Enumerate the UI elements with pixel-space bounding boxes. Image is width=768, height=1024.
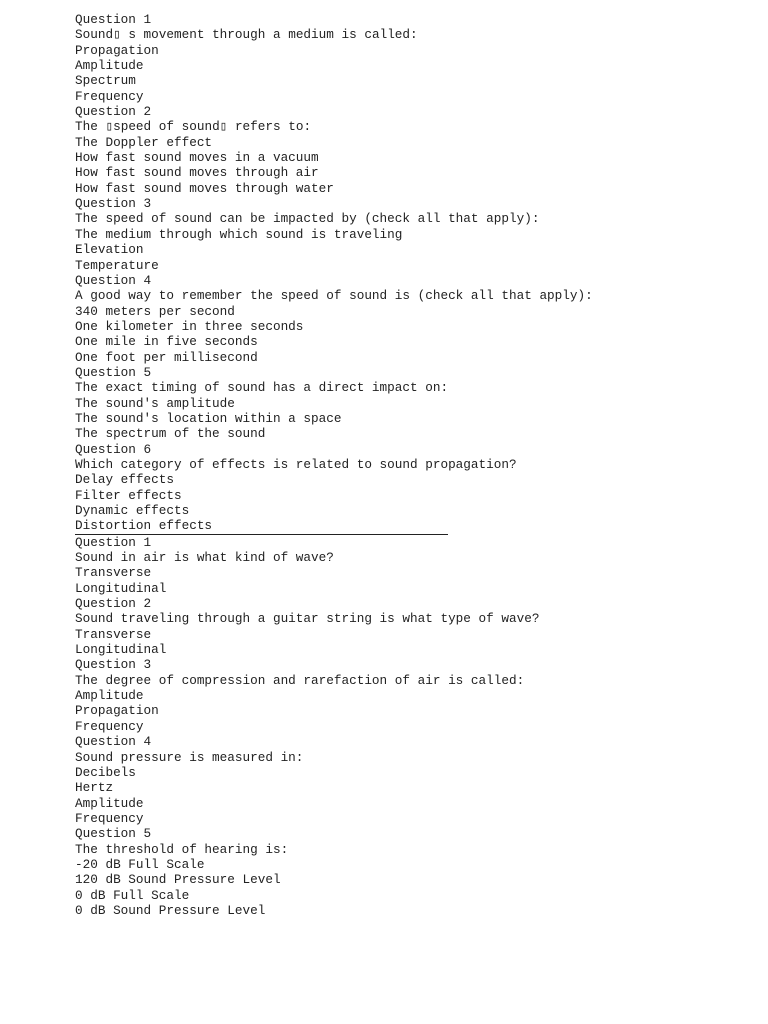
question-label: Question 5 — [75, 826, 152, 842]
answer-option: Frequency — [75, 88, 144, 104]
answer-option: Transverse — [75, 565, 152, 581]
question-block — [75, 826, 755, 918]
answer-option: 0 dB Sound Pressure Level — [75, 902, 266, 918]
answer-option: Longitudinal — [75, 580, 167, 596]
answer-option: 120 dB Sound Pressure Level — [75, 872, 281, 888]
answer-option: Distortion effects — [75, 518, 213, 534]
answer-option: How fast sound moves in a vacuum — [75, 150, 319, 166]
answer-option: The Doppler effect — [75, 134, 213, 150]
question-prompt: A good way to remember the speed of sound is (check all that apply): — [75, 288, 593, 304]
answer-option: Propagation — [75, 42, 159, 58]
question-label: Question 1 — [75, 534, 152, 550]
quiz-section-2 — [75, 535, 755, 919]
question-label: Question 6 — [75, 441, 152, 457]
answer-option: Dynamic effects — [75, 503, 190, 518]
quiz-section-1 — [75, 12, 755, 534]
answer-option: Frequency — [75, 718, 144, 734]
answer-option: Delay effects — [75, 472, 174, 488]
question-prompt: Which category of effects is related to sound propagation? — [75, 456, 517, 472]
question-block — [75, 734, 755, 826]
question-prompt: Sound pressure is measured in: — [75, 749, 304, 765]
answer-option: The sound's location within a space — [75, 410, 342, 426]
answer-option: 0 dB Full Scale — [75, 887, 190, 903]
question-label: Question 2 — [75, 596, 152, 612]
question-prompt: Sound▯ s movement through a medium is called: — [75, 27, 418, 43]
question-block — [75, 365, 755, 442]
question-prompt: Sound traveling through a guitar string is what type of wave? — [75, 611, 540, 627]
answer-option: 340 meters per second — [75, 303, 235, 319]
answer-option: The spectrum of the sound — [75, 426, 266, 442]
answer-option: Amplitude — [75, 58, 144, 74]
answer-option: Elevation — [75, 242, 144, 258]
question-block — [75, 442, 755, 534]
question-block — [75, 12, 755, 104]
question-block — [75, 196, 755, 273]
question-block — [75, 104, 755, 196]
question-label: Question 4 — [75, 734, 152, 750]
answer-option: Frequency — [75, 810, 144, 826]
answer-option: Amplitude — [75, 795, 144, 811]
question-label: Question 4 — [75, 272, 152, 288]
answer-option: Spectrum — [75, 73, 136, 89]
question-label: Question 1 — [75, 12, 152, 27]
answer-option: Amplitude — [75, 688, 144, 704]
answer-option: How fast sound moves through water — [75, 180, 334, 196]
question-prompt: The degree of compression and rarefaction of air is called: — [75, 672, 525, 688]
quiz-document — [75, 12, 755, 918]
answer-option: One foot per millisecond — [75, 349, 258, 365]
question-block — [75, 657, 755, 734]
answer-option: How fast sound moves through air — [75, 165, 319, 181]
answer-option: Filter effects — [75, 487, 182, 503]
question-block — [75, 273, 755, 365]
question-prompt: The exact timing of sound has a direct impact on: — [75, 380, 449, 396]
question-prompt: Sound in air is what kind of wave? — [75, 550, 334, 566]
question-label: Question 3 — [75, 196, 152, 212]
question-block — [75, 596, 755, 657]
answer-option: -20 dB Full Scale — [75, 856, 205, 872]
question-label: Question 5 — [75, 364, 152, 380]
answer-option: One kilometer in three seconds — [75, 318, 304, 334]
answer-option: Propagation — [75, 703, 159, 719]
answer-option: Decibels — [75, 764, 136, 780]
answer-option: Longitudinal — [75, 642, 167, 658]
answer-option: Transverse — [75, 626, 152, 642]
question-label: Question 2 — [75, 104, 152, 120]
question-label: Question 3 — [75, 657, 152, 673]
question-prompt: The threshold of hearing is: — [75, 841, 289, 857]
question-block — [75, 535, 755, 596]
question-prompt: The ▯speed of sound▯ refers to: — [75, 119, 312, 135]
answer-option: Hertz — [75, 780, 114, 796]
answer-option: The medium through which sound is traveling — [75, 226, 403, 242]
answer-option: The sound's amplitude — [75, 395, 235, 411]
question-prompt: The speed of sound can be impacted by (check all that apply): — [75, 211, 540, 227]
answer-option: Temperature — [75, 257, 159, 273]
answer-option: One mile in five seconds — [75, 334, 258, 350]
